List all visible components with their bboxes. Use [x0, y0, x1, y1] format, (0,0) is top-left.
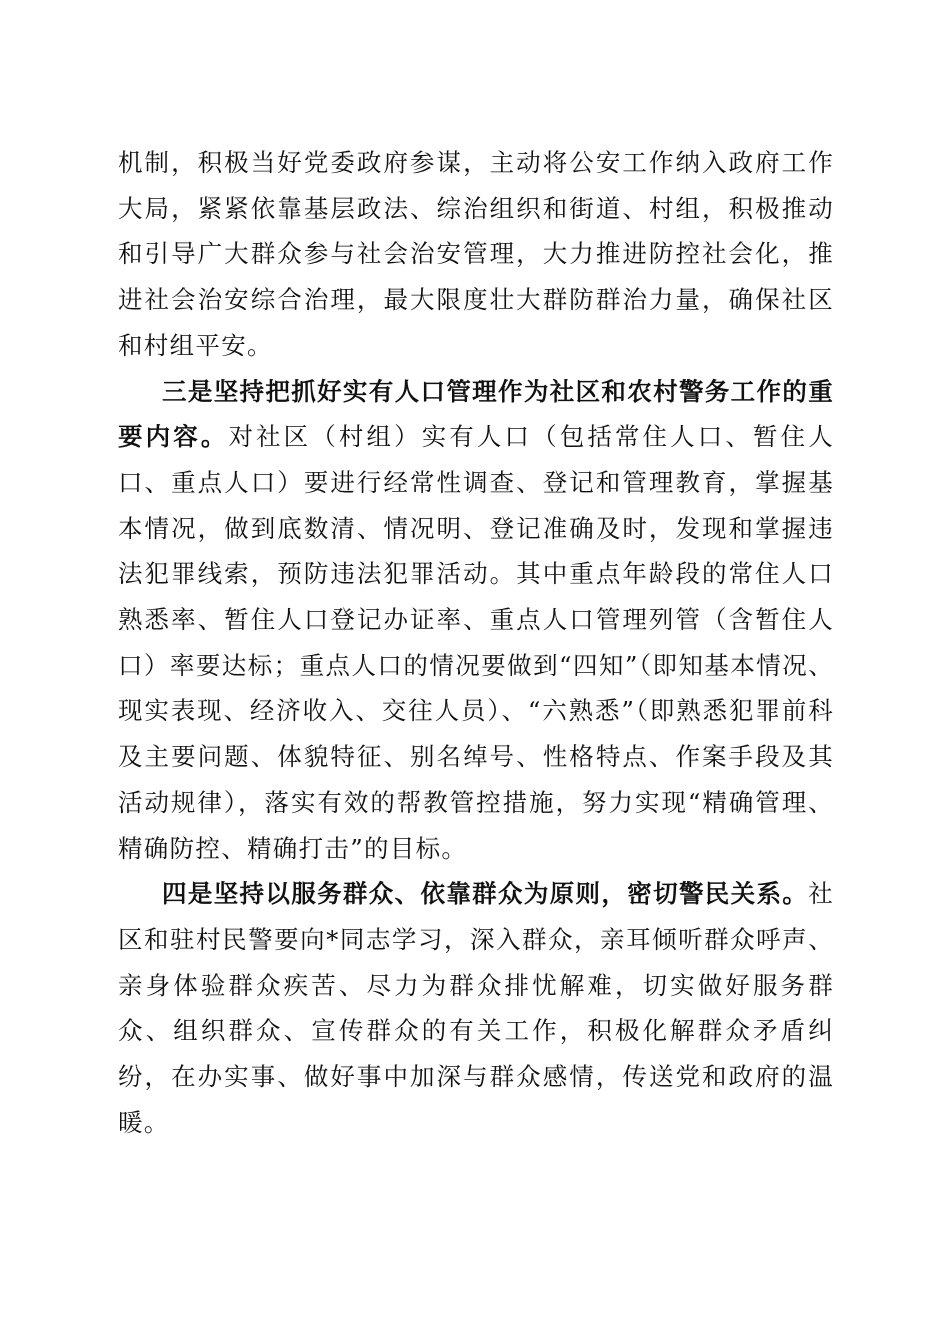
- paragraph-text: 对社区（村组）实有人口（包括常住人口、暂住人口、重点人口）要进行经常性调查、登记和管理教育，掌握基本情况，做到底数清、情况明、登记准确及时，发现和掌握违法犯罪线索，预防违法犯罪活动。其中重点年龄段的常住人口熟悉率、暂住人口登记办证率、重点人口管理列管（含暂住人口）率要达标；重点人口的情况要做到“四知”（即知基本情况、现实表现、经济收入、交往人员）、“六熟悉”（即熟悉犯罪前科及主要问题、体貌特征、别名绰号、性格特点、作案手段及其活动规律），落实有效的帮教管控措施，努力实现“精确管理、精确防控、精确打击”的目标。: [118, 422, 834, 863]
- paragraph-lead: 三是坚持把抓好实有人口管理作为社区和农村警务工作的重要内容。: [118, 376, 834, 452]
- paragraph-continuation: [118, 140, 834, 369]
- paragraph-population-management: [118, 369, 834, 872]
- paragraph-lead: 四是坚持以服务群众、依靠群众为原则，密切警民关系。: [162, 879, 809, 909]
- paragraph-text: 机制，积极当好党委政府参谋，主动将公安工作纳入政府工作大局，紧紧依靠基层政法、综治组织和街道、村组，积极推动和引导广大群众参与社会治安管理，大力推进防控社会化，推进社会治安综合治理，最大限度壮大群防群治力量，确保社区和村组平安。: [118, 148, 834, 360]
- paragraph-serve-masses: [118, 871, 834, 1145]
- document-body: [118, 140, 834, 1145]
- paragraph-text: 社区和驻村民警要向*同志学习，深入群众，亲耳倾听群众呼声、亲身体验群众疾苦、尽力为群众排忧解难，切实做好服务群众、组织群众、宣传群众的有关工作，积极化解群众矛盾纠纷，在办实事、做好事中加深与群众感情，传送党和政府的温暖。: [118, 879, 834, 1137]
